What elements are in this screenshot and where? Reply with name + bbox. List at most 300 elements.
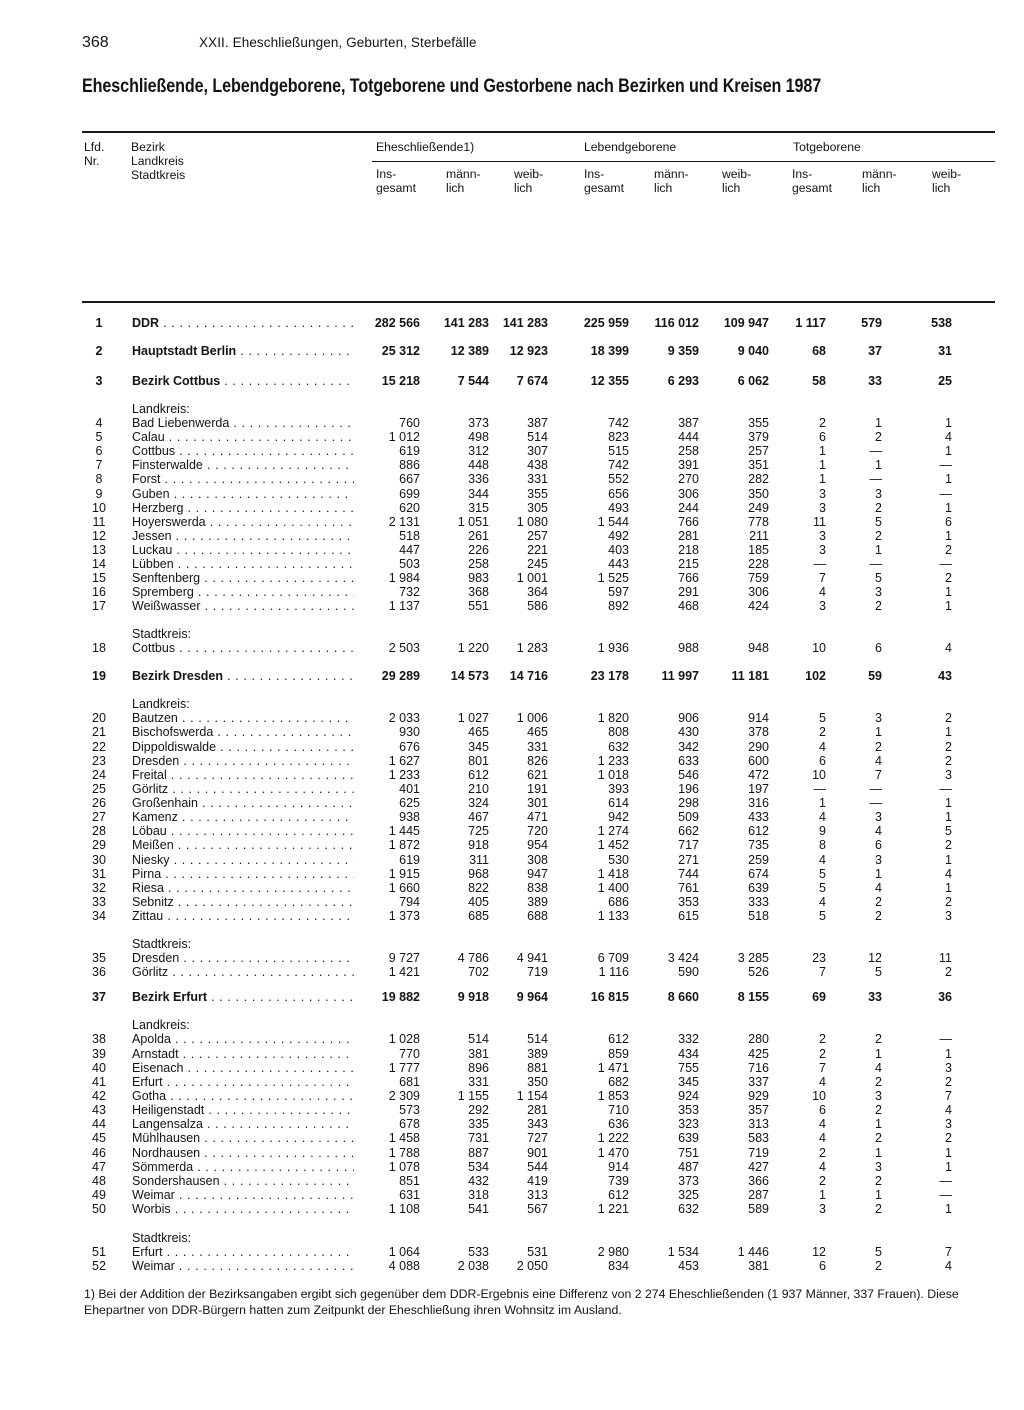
table-row (0, 487, 1024, 501)
row-value-col-3: 14 716 (509, 669, 548, 683)
table-row (0, 1174, 1024, 1188)
row-value-col-6: 287 (748, 1188, 769, 1202)
row-area-name: Bautzen . . . (132, 711, 354, 725)
row-area-name: DDR . . . (132, 316, 354, 330)
row-area-name: Nordhausen . . . (132, 1146, 354, 1160)
row-value-col-9: 1 (945, 881, 952, 895)
row-area-name: Apolda . . . (132, 1032, 354, 1046)
row-value-col-6: 719 (748, 1146, 769, 1160)
row-value-col-2: 141 283 (443, 316, 489, 330)
row-value-col-6: 185 (748, 543, 769, 557)
row-value-col-2: 983 (468, 571, 489, 585)
row-number: 40 (92, 1061, 106, 1075)
table-row (0, 1131, 1024, 1145)
row-value-col-1: 573 (399, 1103, 420, 1117)
row-value-col-6: 109 947 (723, 316, 769, 330)
table-row (0, 669, 1024, 683)
row-value-col-5: 281 (678, 529, 699, 543)
section-label-landkreis: Landkreis: (132, 1018, 190, 1032)
row-number: 18 (92, 641, 106, 655)
row-value-col-5: 306 (678, 487, 699, 501)
row-value-col-8: 4 (875, 824, 882, 838)
row-value-col-8: 4 (875, 881, 882, 895)
row-value-col-5: 662 (678, 824, 699, 838)
row-value-col-8: 2 (875, 1202, 882, 1216)
row-value-col-3: 727 (527, 1131, 548, 1145)
row-value-col-5: 717 (678, 838, 699, 852)
row-value-col-1: 930 (399, 725, 420, 739)
row-value-col-3: 313 (527, 1188, 548, 1202)
row-value-col-4: 1 544 (597, 515, 629, 529)
sub-header-line: lich (932, 181, 951, 195)
row-value-col-9: 31 (938, 344, 952, 358)
row-number: 5 (95, 430, 103, 444)
row-value-col-3: 331 (527, 740, 548, 754)
row-value-col-3: 838 (527, 881, 548, 895)
table-row (0, 725, 1024, 739)
row-value-col-7: — (813, 782, 826, 796)
row-value-col-3: 1 283 (516, 641, 548, 655)
row-value-col-8: 59 (868, 669, 882, 683)
row-value-col-7: 69 (812, 990, 826, 1004)
row-value-col-9: 36 (938, 990, 952, 1004)
row-value-col-4: 1 274 (597, 824, 629, 838)
table-row (0, 853, 1024, 867)
row-value-col-4: 686 (608, 895, 629, 909)
row-value-col-8: 1 (875, 416, 882, 430)
row-value-col-1: 25 312 (381, 344, 420, 358)
row-value-col-2: 702 (468, 965, 489, 979)
row-value-col-5: 751 (678, 1146, 699, 1160)
row-value-col-3: 901 (527, 1146, 548, 1160)
row-value-col-7: 68 (812, 344, 826, 358)
row-value-col-9: 1 (945, 444, 952, 458)
row-value-col-3: 305 (527, 501, 548, 515)
row-value-col-9: 2 (945, 754, 952, 768)
row-value-col-9: 4 (945, 430, 952, 444)
row-number: 4 (95, 416, 103, 430)
row-value-col-1: 1 627 (388, 754, 420, 768)
row-value-col-2: 12 389 (450, 344, 489, 358)
row-area-name: Jessen . . . (132, 529, 354, 543)
row-value-col-4: 1 525 (597, 571, 629, 585)
row-number: 42 (92, 1089, 106, 1103)
row-value-col-2: 226 (468, 543, 489, 557)
row-value-col-1: 699 (399, 487, 420, 501)
row-value-col-2: 345 (468, 740, 489, 754)
table-row (0, 1202, 1024, 1216)
row-value-col-7: 5 (819, 881, 826, 895)
table-row (0, 1032, 1024, 1046)
row-number: 32 (92, 881, 106, 895)
row-value-col-8: 6 (875, 641, 882, 655)
row-value-col-8: 3 (875, 1089, 882, 1103)
row-value-col-7: 3 (819, 529, 826, 543)
row-value-col-5: 639 (678, 1131, 699, 1145)
table-row (0, 895, 1024, 909)
row-value-col-8: 2 (875, 501, 882, 515)
row-value-col-1: 1 915 (388, 867, 420, 881)
row-value-col-6: 290 (748, 740, 769, 754)
row-value-col-2: 896 (468, 1061, 489, 1075)
row-value-col-7: 5 (819, 711, 826, 725)
row-value-col-6: 6 062 (737, 374, 769, 388)
row-value-col-8: 3 (875, 487, 882, 501)
row-value-col-6: 366 (748, 1174, 769, 1188)
row-value-col-2: 4 786 (457, 951, 489, 965)
header-landkreis-line: Landkreis (131, 154, 184, 168)
row-value-col-1: 886 (399, 458, 420, 472)
row-value-col-9: 6 (945, 515, 952, 529)
row-value-col-1: 676 (399, 740, 420, 754)
row-value-col-2: 448 (468, 458, 489, 472)
sub-header-line: gesamt (376, 181, 416, 195)
table-row (0, 585, 1024, 599)
row-value-col-9: 4 (945, 641, 952, 655)
row-area-name: Sondershausen . . . (132, 1174, 354, 1188)
row-value-col-5: 468 (678, 599, 699, 613)
row-value-col-5: 434 (678, 1047, 699, 1061)
row-number: 43 (92, 1103, 106, 1117)
row-value-col-2: 373 (468, 416, 489, 430)
row-value-col-5: 325 (678, 1188, 699, 1202)
row-value-col-9: 1 (945, 1146, 952, 1160)
sub-header-line: lich (722, 181, 741, 195)
row-value-col-5: 906 (678, 711, 699, 725)
row-value-col-4: 682 (608, 1075, 629, 1089)
header-group-lebendgeborene: Lebendgeborene (584, 140, 677, 154)
row-value-col-3: 389 (527, 1047, 548, 1061)
row-number: 50 (92, 1202, 106, 1216)
row-value-col-9: 7 (945, 1089, 952, 1103)
row-value-col-2: 210 (468, 782, 489, 796)
row-value-col-7: 11 (813, 515, 826, 529)
row-number: 38 (92, 1032, 106, 1046)
table-row (0, 416, 1024, 430)
row-value-col-7: 2 (819, 1047, 826, 1061)
row-value-col-4: 16 815 (590, 990, 629, 1004)
table-row (0, 838, 1024, 852)
row-value-col-3: 221 (527, 543, 548, 557)
row-value-col-1: 1 788 (388, 1146, 420, 1160)
row-value-col-2: 258 (468, 557, 489, 571)
table-row (0, 344, 1024, 358)
row-value-col-5: 345 (678, 1075, 699, 1089)
row-value-col-2: 14 573 (450, 669, 489, 683)
table-row (0, 965, 1024, 979)
row-value-col-2: 7 544 (457, 374, 489, 388)
row-value-col-7: 3 (819, 599, 826, 613)
row-value-col-6: 9 040 (737, 344, 769, 358)
row-value-col-7: 10 (812, 641, 826, 655)
row-value-col-9: 2 (945, 965, 952, 979)
row-value-col-8: 5 (875, 571, 882, 585)
row-value-col-7: 12 (812, 1245, 826, 1259)
row-value-col-5: 373 (678, 1174, 699, 1188)
row-area-name: Weimar . . . (132, 1188, 354, 1202)
row-value-col-6: 948 (748, 641, 769, 655)
row-value-col-3: 301 (527, 796, 548, 810)
row-value-col-8: 2 (875, 1075, 882, 1089)
table-row (0, 374, 1024, 388)
row-value-col-7: 9 (819, 824, 826, 838)
section-label-stadtkreis: Stadtkreis: (132, 937, 192, 951)
sub-header-line: männ- (446, 167, 481, 181)
row-number: 14 (92, 557, 106, 571)
table-row (0, 740, 1024, 754)
table-row (0, 501, 1024, 515)
table-row (0, 867, 1024, 881)
row-area-name: Niesky . . . (132, 853, 354, 867)
row-area-name: Görlitz . . . (132, 782, 354, 796)
row-value-col-5: 353 (678, 1103, 699, 1117)
row-area-name: Arnstadt . . . (132, 1047, 354, 1061)
row-value-col-1: 1 660 (388, 881, 420, 895)
row-area-name: Bezirk Dresden . . . (132, 669, 354, 683)
row-value-col-9: — (939, 557, 952, 571)
row-value-col-8: — (869, 557, 882, 571)
row-value-col-8: 579 (861, 316, 882, 330)
row-value-col-4: 552 (608, 472, 629, 486)
table-row (0, 909, 1024, 923)
table-row (0, 1061, 1024, 1075)
row-value-col-6: 11 181 (731, 669, 769, 683)
row-value-col-4: 6 709 (597, 951, 629, 965)
row-value-col-2: 731 (468, 1131, 489, 1145)
row-value-col-4: 834 (608, 1259, 629, 1273)
row-value-col-2: 1 051 (457, 515, 489, 529)
table-row (0, 1188, 1024, 1202)
row-value-col-8: 2 (875, 599, 882, 613)
row-value-col-1: 401 (399, 782, 420, 796)
row-value-col-6: 379 (748, 430, 769, 444)
row-value-col-4: 1 221 (597, 1202, 629, 1216)
header-group-eheschliessende: Eheschließende1) (376, 140, 475, 154)
row-number: 16 (92, 585, 106, 599)
table-row (0, 990, 1024, 1004)
row-number: 21 (92, 725, 106, 739)
table-row (0, 529, 1024, 543)
row-value-col-7: 1 117 (795, 316, 826, 330)
row-value-col-4: 914 (608, 1160, 629, 1174)
row-number: 33 (92, 895, 106, 909)
row-area-name: Cottbus . . . (132, 444, 354, 458)
row-value-col-5: 391 (678, 458, 699, 472)
table-row (0, 1089, 1024, 1103)
row-value-col-2: 324 (468, 796, 489, 810)
row-value-col-6: 337 (748, 1075, 769, 1089)
row-value-col-5: 116 012 (654, 316, 699, 330)
row-area-name: Calau . . . (132, 430, 354, 444)
row-value-col-9: 1 (945, 501, 952, 515)
table-row (0, 472, 1024, 486)
table-row (0, 444, 1024, 458)
row-value-col-5: 444 (678, 430, 699, 444)
row-value-col-8: 3 (875, 1160, 882, 1174)
table-row (0, 571, 1024, 585)
table-title: Eheschließende, Lebendgeborene, Totgeborene und Gestorbene nach Bezirken und Kreisen 1987 (82, 76, 822, 97)
row-value-col-6: 316 (748, 796, 769, 810)
row-value-col-5: 258 (678, 444, 699, 458)
table-row (0, 1047, 1024, 1061)
row-value-col-9: — (939, 1174, 952, 1188)
running-head: XXII. Eheschließungen, Geburten, Sterbefälle (199, 35, 477, 50)
row-area-name: Herzberg . . . (132, 501, 354, 515)
row-area-name: Forst . . . (132, 472, 354, 486)
row-number: 35 (92, 951, 106, 965)
row-value-col-3: 387 (527, 416, 548, 430)
row-value-col-7: 2 (819, 1146, 826, 1160)
row-value-col-3: 7 674 (516, 374, 548, 388)
row-number: 46 (92, 1146, 106, 1160)
row-value-col-1: 794 (399, 895, 420, 909)
row-value-col-5: 9 359 (667, 344, 699, 358)
row-value-col-4: 739 (608, 1174, 629, 1188)
row-number: 19 (92, 669, 106, 683)
row-area-name: Zittau . . . (132, 909, 354, 923)
row-value-col-9: — (939, 1188, 952, 1202)
row-area-name: Bischofswerda . . . (132, 725, 354, 739)
row-value-col-1: 1 373 (388, 909, 420, 923)
row-value-col-3: 331 (527, 472, 548, 486)
row-value-col-3: 1 006 (516, 711, 548, 725)
row-value-col-1: 770 (399, 1047, 420, 1061)
row-number: 41 (92, 1075, 106, 1089)
row-value-col-5: 546 (678, 768, 699, 782)
row-value-col-8: 1 (875, 725, 882, 739)
row-value-col-3: 438 (527, 458, 548, 472)
row-value-col-4: 1 853 (597, 1089, 629, 1103)
row-value-col-4: 492 (608, 529, 629, 543)
row-value-col-8: 1 (875, 867, 882, 881)
row-area-name: Bezirk Erfurt . . . (132, 990, 354, 1004)
footnote: 1) Bei der Addition der Bezirksangaben ergibt sich gegenüber dem DDR-Ergebnis eine Differenz von 2 274 Eheschließenden (1 937 Männer, 337 Frauen). Diese Ehepartner von DDR-Bürgern hatten zum Zeitpunkt der Eheschließung ihren Wohnsitz im Ausland. (84, 1287, 959, 1317)
row-value-col-7: 1 (819, 1188, 826, 1202)
header-nr-line: Nr. (84, 154, 100, 168)
row-value-col-5: 487 (678, 1160, 699, 1174)
row-value-col-4: 1 418 (597, 867, 629, 881)
row-value-col-2: 498 (468, 430, 489, 444)
page-number: 368 (82, 34, 109, 51)
row-area-name: Senftenberg . . . (132, 571, 354, 585)
row-value-col-5: 271 (678, 853, 699, 867)
row-value-col-7: 3 (819, 501, 826, 515)
row-value-col-2: 292 (468, 1103, 489, 1117)
row-value-col-3: 719 (527, 965, 548, 979)
row-value-col-9: — (939, 458, 952, 472)
row-value-col-7: 3 (819, 1202, 826, 1216)
row-value-col-3: 4 941 (516, 951, 548, 965)
row-value-col-5: 3 424 (667, 951, 699, 965)
row-value-col-7: 10 (812, 768, 826, 782)
row-value-col-3: 544 (527, 1160, 548, 1174)
row-area-name: Worbis . . . (132, 1202, 354, 1216)
row-value-col-6: 433 (748, 810, 769, 824)
row-number: 25 (92, 782, 106, 796)
row-value-col-4: 1 233 (597, 754, 629, 768)
row-number: 22 (92, 740, 106, 754)
row-value-col-6: 306 (748, 585, 769, 599)
row-value-col-8: 1 (875, 1146, 882, 1160)
row-value-col-1: 1 078 (388, 1160, 420, 1174)
row-value-col-3: 191 (527, 782, 548, 796)
row-value-col-4: 808 (608, 725, 629, 739)
sub-header-line: lich (446, 181, 465, 195)
row-area-name: Erfurt . . . (132, 1245, 354, 1259)
row-value-col-7: 102 (805, 669, 826, 683)
row-value-col-4: 443 (608, 557, 629, 571)
row-value-col-3: 307 (527, 444, 548, 458)
sub-header-line: weib- (514, 167, 544, 181)
row-area-name: Gotha . . . (132, 1089, 354, 1103)
row-value-col-6: 600 (748, 754, 769, 768)
row-value-col-1: 1 028 (388, 1032, 420, 1046)
row-value-col-3: 1 154 (516, 1089, 548, 1103)
row-value-col-1: 1 233 (388, 768, 420, 782)
row-area-name: Finsterwalde . . . (132, 458, 354, 472)
row-value-col-3: 419 (527, 1174, 548, 1188)
row-value-col-9: 1 (945, 599, 952, 613)
row-value-col-5: 323 (678, 1117, 699, 1131)
row-value-col-7: 4 (819, 853, 826, 867)
row-value-col-9: — (939, 782, 952, 796)
row-value-col-9: 1 (945, 529, 952, 543)
row-value-col-5: 988 (678, 641, 699, 655)
row-value-col-4: 1 222 (597, 1131, 629, 1145)
row-value-col-9: — (939, 487, 952, 501)
row-value-col-5: 755 (678, 1061, 699, 1075)
row-value-col-6: 472 (748, 768, 769, 782)
row-value-col-3: 514 (527, 430, 548, 444)
table-row (0, 1117, 1024, 1131)
row-number: 37 (92, 990, 106, 1004)
row-value-col-7: 4 (819, 585, 826, 599)
row-value-col-5: 924 (678, 1089, 699, 1103)
row-value-col-4: 493 (608, 501, 629, 515)
row-value-col-9: 11 (939, 951, 952, 965)
row-number: 52 (92, 1259, 106, 1273)
row-area-name: Dippoldiswalde . . . (132, 740, 354, 754)
sub-header-line: lich (514, 181, 533, 195)
row-value-col-7: 4 (819, 1075, 826, 1089)
row-area-name: Lübben . . . (132, 557, 354, 571)
row-value-col-8: 3 (875, 711, 882, 725)
row-value-col-4: 597 (608, 585, 629, 599)
row-value-col-6: 639 (748, 881, 769, 895)
row-value-col-2: 311 (469, 853, 489, 867)
row-value-col-8: 33 (868, 990, 882, 1004)
row-value-col-1: 4 088 (388, 1259, 420, 1273)
row-value-col-3: 364 (527, 585, 548, 599)
row-value-col-9: 1 (945, 1160, 952, 1174)
row-area-name: Langensalza . . . (132, 1117, 354, 1131)
row-value-col-6: 257 (748, 444, 769, 458)
row-value-col-4: 859 (608, 1047, 629, 1061)
row-value-col-3: 281 (527, 1103, 548, 1117)
row-area-name: Bezirk Cottbus . . . (132, 374, 354, 388)
row-value-col-4: 823 (608, 430, 629, 444)
row-value-col-4: 1 018 (597, 768, 629, 782)
row-value-col-2: 261 (468, 529, 489, 543)
row-value-col-8: 4 (875, 754, 882, 768)
row-value-col-8: 6 (875, 838, 882, 852)
row-value-col-7: 3 (819, 543, 826, 557)
row-value-col-2: 534 (468, 1160, 489, 1174)
row-area-name: Heiligenstadt . . . (132, 1103, 354, 1117)
row-area-name: Weimar . . . (132, 1259, 354, 1273)
row-value-col-5: 430 (678, 725, 699, 739)
row-value-col-2: 1 155 (457, 1089, 489, 1103)
